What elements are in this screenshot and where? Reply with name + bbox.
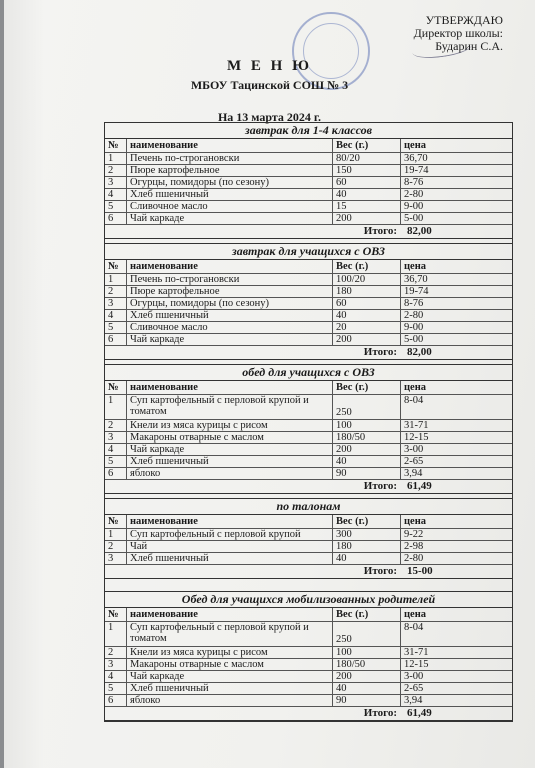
approve-line: Бударин С.А. xyxy=(435,39,503,53)
dish-name: Суп картофельный с перловой крупой и томатом xyxy=(127,622,333,646)
dish-name: Огурцы, помидоры (по сезону) xyxy=(127,298,333,309)
dish-price: 12-15 xyxy=(404,432,429,443)
dish-weight: 90 xyxy=(333,695,401,706)
dish-weight: 100 xyxy=(333,647,401,658)
dish-name: Чай каркаде xyxy=(127,213,333,224)
total-value: 82,00 xyxy=(407,346,432,358)
table-row xyxy=(105,468,512,480)
dish-name: Суп картофельный с перловой крупой и томатом xyxy=(127,395,333,419)
dish-price: 36,70 xyxy=(404,274,428,285)
dish-weight: 100/20 xyxy=(333,274,401,285)
total-label: Итого: xyxy=(363,565,397,577)
column-header: наименование xyxy=(127,515,333,528)
row-number: 4 xyxy=(105,189,127,200)
column-header: № xyxy=(105,608,127,621)
total-label: Итого: xyxy=(363,707,397,719)
total-value: 15-00 xyxy=(407,565,433,577)
table-row xyxy=(105,153,512,165)
column-header: цена xyxy=(404,140,427,151)
dish-weight: 180/50 xyxy=(333,659,401,670)
column-header: цена xyxy=(404,516,427,527)
row-number: 3 xyxy=(105,298,127,309)
dish-name: Кнели из мяса курицы с рисом xyxy=(127,420,333,431)
dish-weight: 60 xyxy=(333,298,401,309)
dish-weight: 20 xyxy=(333,322,401,333)
dish-price: 2-98 xyxy=(404,541,424,552)
total-row xyxy=(105,480,512,494)
total-label: Итого: xyxy=(363,346,397,358)
row-number: 2 xyxy=(105,541,127,552)
dish-name: Кнели из мяса курицы с рисом xyxy=(127,647,333,658)
column-header: № xyxy=(105,381,127,394)
table-row xyxy=(105,165,512,177)
approve-line: УТВЕРЖДАЮ xyxy=(425,13,503,27)
table-header-row xyxy=(105,260,512,274)
row-number: 3 xyxy=(105,553,127,564)
dish-name: Хлеб пшеничный xyxy=(127,553,333,564)
dish-price: 31-71 xyxy=(404,647,429,658)
table-row xyxy=(105,553,512,565)
row-number: 2 xyxy=(105,647,127,658)
dish-price: 2-80 xyxy=(404,310,424,321)
dish-price: 9-00 xyxy=(404,201,424,212)
table-row xyxy=(105,683,512,695)
dish-weight: 40 xyxy=(333,456,401,467)
column-header: наименование xyxy=(127,381,333,394)
section-title: по талонам xyxy=(105,499,512,515)
table-row xyxy=(105,432,512,444)
dish-name: Суп картофельный с перловой крупой xyxy=(127,529,333,540)
dish-price: 3-00 xyxy=(404,444,424,455)
dish-price: 8-04 xyxy=(404,395,424,406)
dish-price: 8-76 xyxy=(404,177,424,188)
total-row xyxy=(105,225,512,239)
table-row xyxy=(105,541,512,553)
row-number: 6 xyxy=(105,334,127,345)
column-header: цена xyxy=(404,261,427,272)
dish-weight: 180 xyxy=(333,286,401,297)
page-title: М Е Н Ю xyxy=(227,58,312,74)
dish-price: 9-22 xyxy=(404,529,424,540)
dish-price: 3,94 xyxy=(404,468,423,479)
dish-name: яблоко xyxy=(127,695,333,706)
column-header: № xyxy=(105,260,127,273)
dish-name: Хлеб пшеничный xyxy=(127,310,333,321)
table-row xyxy=(105,334,512,346)
dish-weight: 15 xyxy=(333,201,401,212)
row-number: 1 xyxy=(105,153,127,164)
dish-name: Хлеб пшеничный xyxy=(127,456,333,467)
table-row xyxy=(105,659,512,671)
dish-price: 5-00 xyxy=(404,213,424,224)
row-number: 5 xyxy=(105,456,127,467)
row-number: 5 xyxy=(105,322,127,333)
school-name: МБОУ Тацинской СОШ № 3 xyxy=(190,78,349,92)
dish-name: Печень по-строгановски xyxy=(127,274,333,285)
table-header-row xyxy=(105,608,512,622)
table-row xyxy=(105,695,512,707)
dish-name: Огурцы, помидоры (по сезону) xyxy=(127,177,333,188)
total-label: Итого: xyxy=(363,480,397,492)
section-title: Обед для учащихся мобилизованных родителей xyxy=(105,592,512,608)
menu-table xyxy=(104,122,513,722)
column-header: наименование xyxy=(127,608,333,621)
column-header: цена xyxy=(404,609,427,620)
dish-price: 31-71 xyxy=(404,420,429,431)
dish-price: 36,70 xyxy=(404,153,428,164)
row-number: 6 xyxy=(105,213,127,224)
dish-price: 3-00 xyxy=(404,671,424,682)
dish-weight: 200 xyxy=(333,671,401,682)
menu-date: На 13 марта 2024 г. xyxy=(217,110,322,124)
row-number: 2 xyxy=(105,420,127,431)
table-row xyxy=(105,286,512,298)
column-header: наименование xyxy=(127,260,333,273)
table-row xyxy=(105,177,512,189)
dish-name: Чай каркаде xyxy=(127,444,333,455)
total-value: 61,49 xyxy=(407,480,432,492)
menu-document xyxy=(4,0,535,768)
dish-price: 2-80 xyxy=(404,553,424,564)
row-number: 6 xyxy=(105,468,127,479)
dish-price: 2-65 xyxy=(404,683,424,694)
dish-price: 2-65 xyxy=(404,456,424,467)
row-number: 3 xyxy=(105,432,127,443)
section-title: обед для учащихся с ОВЗ xyxy=(105,365,512,381)
table-row xyxy=(105,310,512,322)
column-header: № xyxy=(105,515,127,528)
dish-name: Чай xyxy=(127,541,333,552)
row-number: 2 xyxy=(105,165,127,176)
dish-weight: 180/50 xyxy=(333,432,401,443)
total-row xyxy=(105,707,512,721)
dish-price: 12-15 xyxy=(404,659,429,670)
column-header: наименование xyxy=(127,139,333,152)
column-header: Вес (г.) xyxy=(333,515,401,528)
row-number: 5 xyxy=(105,201,127,212)
dish-weight: 90 xyxy=(333,468,401,479)
dish-price: 3,94 xyxy=(404,695,423,706)
column-header: Вес (г.) xyxy=(333,139,401,152)
table-row xyxy=(105,671,512,683)
row-number: 6 xyxy=(105,695,127,706)
table-row xyxy=(105,189,512,201)
dish-price: 9-00 xyxy=(404,322,424,333)
table-row xyxy=(105,444,512,456)
dish-weight: 200 xyxy=(333,444,401,455)
dish-price: 8-76 xyxy=(404,298,424,309)
dish-price: 2-80 xyxy=(404,189,424,200)
dish-name: Макароны отварные с маслом xyxy=(127,432,333,443)
section-gap xyxy=(105,579,512,592)
total-row xyxy=(105,565,512,579)
table-header-row xyxy=(105,515,512,529)
column-header: цена xyxy=(404,382,427,393)
dish-weight: 40 xyxy=(333,553,401,564)
dish-weight: 100 xyxy=(333,420,401,431)
table-row xyxy=(105,201,512,213)
dish-weight: 250 xyxy=(333,395,401,419)
row-number: 4 xyxy=(105,444,127,455)
dish-price: 19-74 xyxy=(404,286,429,297)
dish-name: яблоко xyxy=(127,468,333,479)
total-value: 82,00 xyxy=(407,225,432,237)
table-row xyxy=(105,322,512,334)
column-header: № xyxy=(105,139,127,152)
column-header: Вес (г.) xyxy=(333,381,401,394)
dish-price: 19-74 xyxy=(404,165,429,176)
table-row xyxy=(105,298,512,310)
row-number: 1 xyxy=(105,622,127,646)
table-row xyxy=(105,647,512,659)
dish-weight: 60 xyxy=(333,177,401,188)
row-number: 1 xyxy=(105,395,127,419)
total-row xyxy=(105,346,512,360)
table-header-row xyxy=(105,381,512,395)
column-header: Вес (г.) xyxy=(333,608,401,621)
dish-price: 8-04 xyxy=(404,622,424,633)
dish-name: Сливочное масло xyxy=(127,322,333,333)
dish-name: Макароны отварные с маслом xyxy=(127,659,333,670)
dish-weight: 150 xyxy=(333,165,401,176)
row-number: 3 xyxy=(105,177,127,188)
dish-weight: 300 xyxy=(333,529,401,540)
dish-name: Печень по-строгановски xyxy=(127,153,333,164)
row-number: 4 xyxy=(105,671,127,682)
approve-line: Директор школы: xyxy=(413,26,503,40)
section-title: завтрак для учащихся с ОВЗ xyxy=(105,244,512,260)
total-label: Итого: xyxy=(363,225,397,237)
dish-weight: 40 xyxy=(333,683,401,694)
total-value: 61,49 xyxy=(407,707,432,719)
dish-name: Хлеб пшеничный xyxy=(127,189,333,200)
dish-weight: 40 xyxy=(333,310,401,321)
row-number: 5 xyxy=(105,683,127,694)
table-header-row xyxy=(105,139,512,153)
dish-name: Сливочное масло xyxy=(127,201,333,212)
dish-price: 5-00 xyxy=(404,334,424,345)
dish-name: Пюре картофельное xyxy=(127,165,333,176)
row-number: 3 xyxy=(105,659,127,670)
dish-weight: 180 xyxy=(333,541,401,552)
table-row xyxy=(105,420,512,432)
column-header: Вес (г.) xyxy=(333,260,401,273)
dish-weight: 80/20 xyxy=(333,153,401,164)
table-row xyxy=(105,529,512,541)
row-number: 1 xyxy=(105,529,127,540)
dish-name: Чай каркаде xyxy=(127,334,333,345)
dish-name: Хлеб пшеничный xyxy=(127,683,333,694)
dish-name: Чай каркаде xyxy=(127,671,333,682)
dish-weight: 200 xyxy=(333,213,401,224)
table-row xyxy=(105,274,512,286)
dish-weight: 40 xyxy=(333,189,401,200)
table-row xyxy=(105,622,512,647)
row-number: 1 xyxy=(105,274,127,285)
row-number: 2 xyxy=(105,286,127,297)
table-row xyxy=(105,456,512,468)
dish-name: Пюре картофельное xyxy=(127,286,333,297)
dish-weight: 250 xyxy=(333,622,401,646)
table-row xyxy=(105,213,512,225)
section-title: завтрак для 1-4 классов xyxy=(105,123,512,139)
row-number: 4 xyxy=(105,310,127,321)
table-row xyxy=(105,395,512,420)
dish-weight: 200 xyxy=(333,334,401,345)
